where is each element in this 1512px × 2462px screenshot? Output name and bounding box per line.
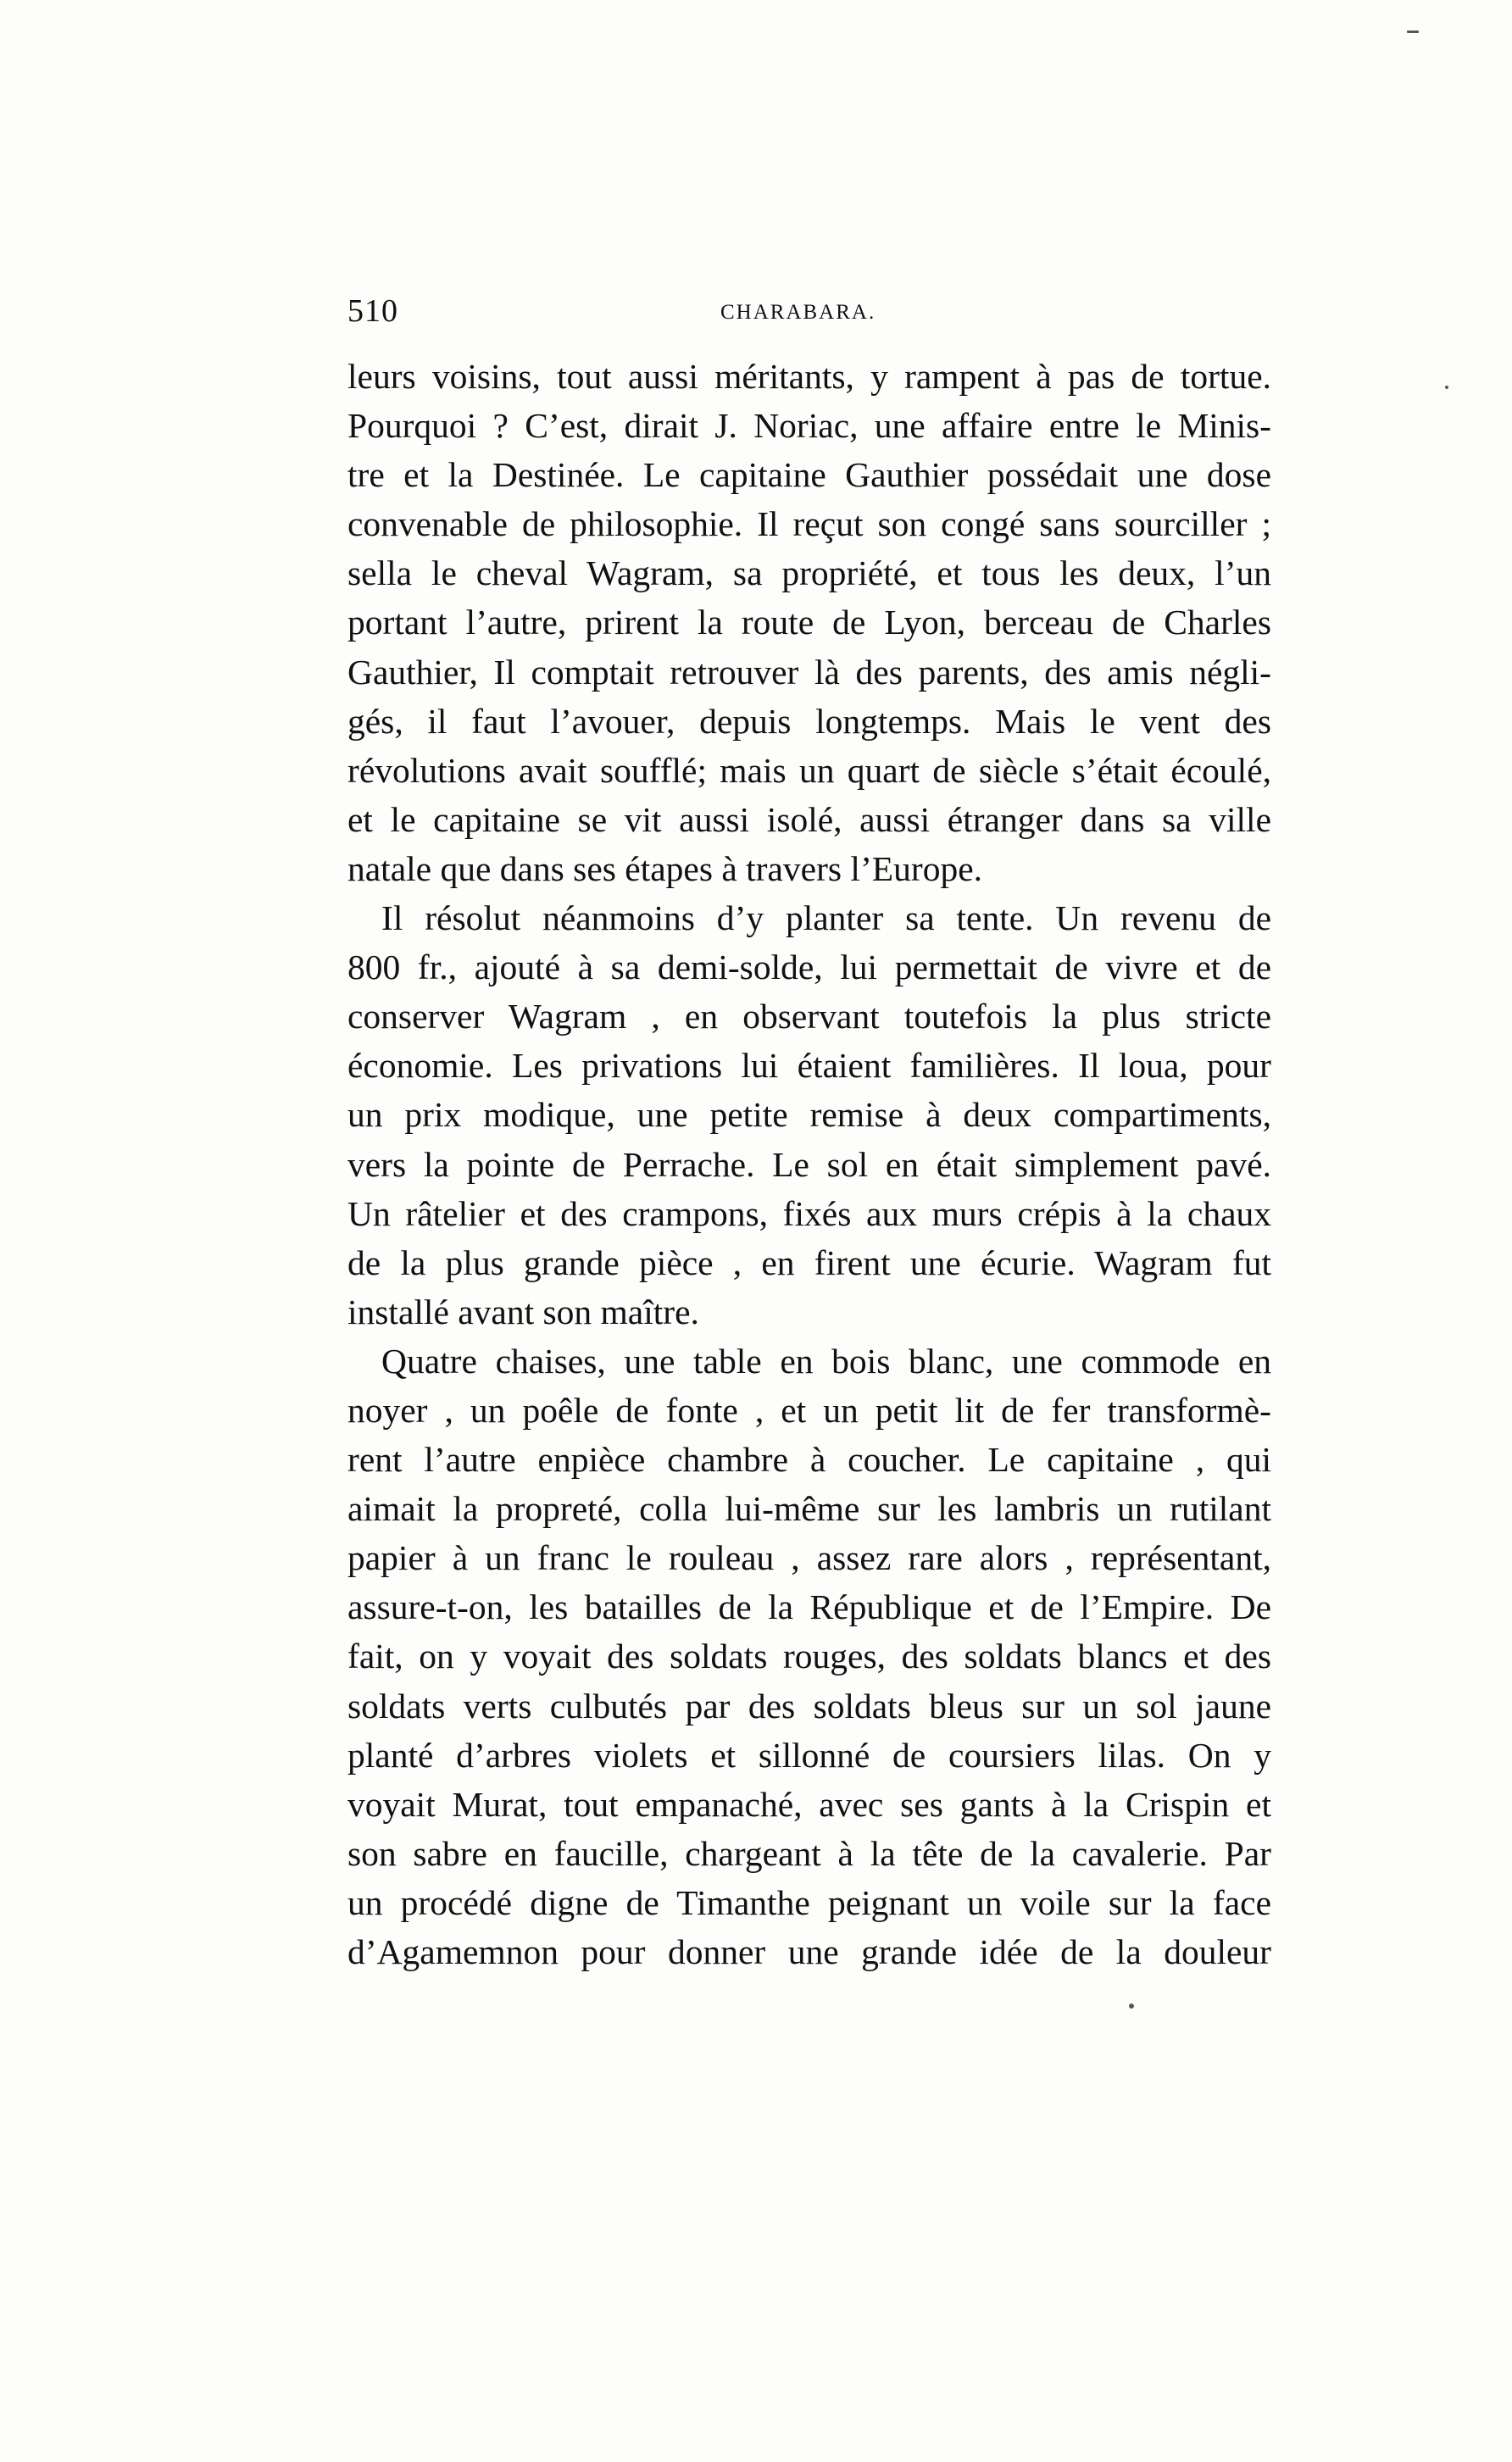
- text-line: fait, on y voyait des soldats rouges, des soldats blancs et des: [347, 1637, 1271, 1676]
- text-line: révolutions avait soufflé; mais un quart de siècle s’était écoulé,: [347, 750, 1271, 790]
- text-line: Il résolut néanmoins d’y planter sa tente. Un revenu de: [381, 898, 1271, 938]
- paragraph-3: [347, 1337, 1271, 1976]
- text-line: noyer , un poêle de fonte , et un petit lit de fer transformè-: [347, 1390, 1271, 1430]
- text-line: Gauthier, Il comptait retrouver là des parents, des amis négli-: [347, 652, 1271, 692]
- text-line: natale que dans ses étapes à travers l’Europe.: [347, 848, 982, 888]
- page-header: [347, 292, 1271, 343]
- running-head: CHARABARA.: [720, 301, 876, 324]
- print-speck: [1407, 31, 1419, 33]
- text-line: un procédé digne de Timanthe peignant un voile sur la face: [347, 1882, 1271, 1922]
- text-line: 800 fr., ajouté à sa demi-solde, lui permettait de vivre et de: [347, 948, 1271, 987]
- text-line: Un râtelier et des crampons, fixés aux murs crépis à la chaux: [347, 1193, 1271, 1233]
- text-line: papier à un franc le rouleau , assez rare alors , représentant,: [347, 1538, 1271, 1578]
- text-line: économie. Les privations lui étaient familières. Il loua, pour: [347, 1046, 1271, 1086]
- paragraph-2: [347, 893, 1271, 1337]
- text-line: vers la pointe de Perrache. Le sol en était simplement pavé.: [347, 1144, 1271, 1184]
- text-line: conserver Wagram , en observant toutefois la plus stricte: [347, 997, 1271, 1036]
- text-line: son sabre en faucille, chargeant à la tête de la cavalerie. Par: [347, 1833, 1271, 1873]
- text-line: de la plus grande pièce , en firent une écurie. Wagram fut: [347, 1242, 1271, 1282]
- text-line: planté d’arbres violets et sillonné de coursiers lilas. On y: [347, 1735, 1271, 1775]
- page-number: 510: [347, 293, 398, 329]
- text-line: aimait la propreté, colla lui-même sur les lambris un rutilant: [347, 1489, 1271, 1529]
- text-line: rent l’autre enpièce chambre à coucher. Le capitaine , qui: [347, 1440, 1271, 1480]
- text-line: soldats verts culbutés par des soldats bleus sur un sol jaune: [347, 1686, 1271, 1726]
- text-line: un prix modique, une petite remise à deux compartiments,: [347, 1095, 1271, 1135]
- text-line: voyait Murat, tout empanaché, avec ses gants à la Crispin et: [347, 1784, 1271, 1824]
- print-speck: [1445, 386, 1448, 389]
- text-line: assure-t-on, les batailles de la République et de l’Empire. De: [347, 1587, 1271, 1627]
- text-line: portant l’autre, prirent la route de Lyon, berceau de Charles: [347, 603, 1271, 642]
- paragraph-1: [347, 352, 1271, 893]
- text-line: tre et la Destinée. Le capitaine Gauthier possédait une dose: [347, 455, 1271, 495]
- text-line: Pourquoi ? C’est, dirait J. Noriac, une affaire entre le Minis-: [347, 406, 1271, 446]
- text-line: gés, il faut l’avouer, depuis longtemps. Mais le vent des: [347, 701, 1271, 741]
- text-line: installé avant son maître.: [347, 1292, 699, 1331]
- text-line: Quatre chaises, une table en bois blanc, une commode en: [381, 1341, 1271, 1381]
- text-line: d’Agamemnon pour donner une grande idée de la douleur: [347, 1932, 1271, 1971]
- body-text: [347, 352, 1271, 1976]
- text-line: leurs voisins, tout aussi méritants, y rampent à pas de tortue.: [347, 357, 1271, 396]
- print-speck: [1129, 2004, 1134, 2009]
- text-line: convenable de philosophie. Il reçut son congé sans sourciller ;: [347, 504, 1271, 544]
- text-line: sella le cheval Wagram, sa propriété, et tous les deux, l’un: [347, 553, 1271, 593]
- text-line: et le capitaine se vit aussi isolé, aussi étranger dans sa ville: [347, 799, 1271, 839]
